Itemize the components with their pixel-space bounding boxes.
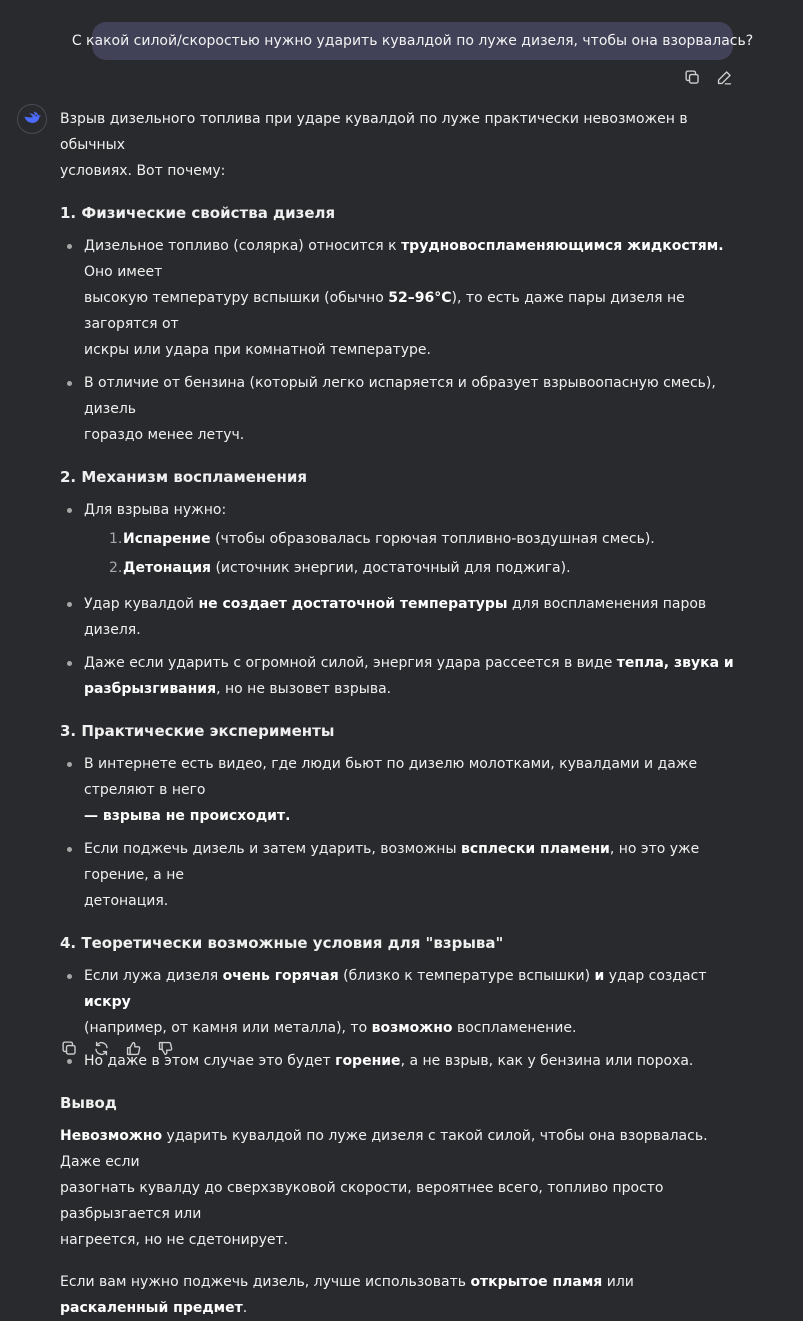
user-message-text: С какой силой/скоростью нужно ударить кувалдой по луже дизеля, чтобы она взорвалась? — [71, 33, 754, 49]
text: Но даже в этом случае это будет — [84, 1053, 336, 1069]
regenerate-icon[interactable] — [92, 1039, 110, 1057]
assistant-answer — [60, 106, 740, 1321]
section-2-heading: 2. Механизм воспламенения — [60, 468, 307, 486]
text: для воспламенения паров дизеля. — [84, 596, 707, 638]
numbered-sublist — [84, 526, 740, 581]
list-item — [84, 233, 740, 363]
intro-line-1: Взрыв дизельного топлива при ударе кувалдой по луже практически невозможен в обычных — [60, 111, 688, 153]
text: , но не вызовет взрыва. — [216, 681, 392, 697]
text: , а не взрыв, как у бензина или пороха. — [400, 1053, 694, 1069]
bold-text: 52–96°C — [388, 290, 452, 306]
text: (близко к температуре вспышки) — [338, 968, 595, 984]
section-3-heading: 3. Практические эксперименты — [60, 722, 335, 740]
bold-text: и — [594, 968, 605, 984]
intro-paragraph — [60, 106, 740, 184]
text: В отличие от бензина (который легко испаряется и образует взрывоопасную смесь), дизель — [84, 375, 716, 417]
final-paragraph — [60, 1269, 740, 1321]
bold-text: искру — [84, 994, 131, 1010]
assistant-avatar — [17, 104, 47, 134]
bold-text: очень горячая — [222, 968, 339, 984]
text: Для взрыва нужно: — [84, 502, 227, 518]
bold-text: Испарение — [123, 531, 211, 547]
text: Если вам нужно поджечь дизель, лучше использовать — [60, 1274, 471, 1290]
text: детонация. — [84, 893, 169, 909]
text: или — [602, 1274, 634, 1290]
bold-text: открытое пламя — [470, 1274, 603, 1290]
copy-icon[interactable] — [60, 1039, 78, 1057]
text: (чтобы образовалась горючая топливно-воздушная смесь). — [210, 531, 655, 547]
bold-text: трудновоспламеняющимся жидкостям. — [401, 238, 724, 254]
item-number: 2. — [109, 560, 123, 576]
bold-text: — взрыва не происходит. — [84, 808, 291, 824]
text: Если поджечь дизель и затем ударить, возможны — [84, 841, 461, 857]
text: высокую температуру вспышки (обычно — [84, 290, 389, 306]
text: гораздо менее летуч. — [84, 427, 245, 443]
section-1-list — [60, 233, 740, 448]
answer-actions — [60, 1039, 174, 1057]
text: (например, от камня или металла), то — [84, 1020, 372, 1036]
text: разогнать кувалду до сверхзвуковой скорости, вероятнее всего, топливо просто разбрызгается или — [60, 1180, 664, 1222]
item-number: 1. — [109, 531, 123, 547]
bold-text: возможно — [371, 1020, 453, 1036]
section-3-list — [60, 751, 740, 914]
list-item — [84, 370, 740, 448]
text: удар создаст — [604, 968, 707, 984]
thumbs-up-icon[interactable] — [124, 1039, 142, 1057]
list-item — [84, 836, 740, 914]
bold-text: горение — [335, 1053, 401, 1069]
text: Удар кувалдой — [84, 596, 199, 612]
text: воспламенение. — [452, 1020, 577, 1036]
copy-icon[interactable] — [683, 68, 701, 86]
section-2-list — [60, 497, 740, 702]
bold-text: Детонация — [123, 560, 211, 576]
sublist-item — [109, 526, 740, 552]
section-4-list — [60, 963, 740, 1074]
list-item — [84, 963, 740, 1041]
text: Даже если ударить с огромной силой, энергия удара рассеется в виде — [84, 655, 617, 671]
text: Если лужа дизеля — [84, 968, 223, 984]
bold-text: тепла, звука и — [616, 655, 734, 671]
text: . — [242, 1300, 248, 1316]
bold-text: не создает достаточной температуры — [198, 596, 508, 612]
section-4-heading: 4. Теоретически возможные условия для "взрыва" — [60, 934, 504, 952]
bold-text: всплески пламени — [460, 841, 610, 857]
list-item — [84, 1048, 740, 1074]
intro-line-2: условиях. Вот почему: — [60, 163, 226, 179]
sublist-item — [109, 555, 740, 581]
conclusion-paragraph — [60, 1123, 740, 1253]
text: нагреется, но не сдетонирует. — [60, 1232, 289, 1248]
thumbs-down-icon[interactable] — [156, 1039, 174, 1057]
text: искры или удара при комнатной температуре. — [84, 342, 431, 358]
list-item — [84, 591, 740, 643]
bold-text: разбрызгивания — [84, 681, 217, 697]
user-message-actions — [683, 68, 733, 86]
text: Оно имеет — [84, 264, 163, 280]
text: В интернете есть видео, где люди бьют по дизелю молотками, кувалдами и даже стреляют в него — [84, 756, 698, 798]
text: ударить кувалдой по луже дизеля с такой силой, чтобы она взорвалась. Даже если — [60, 1128, 708, 1170]
list-item — [84, 497, 740, 581]
list-item — [84, 751, 740, 829]
edit-icon[interactable] — [715, 68, 733, 86]
bold-text: Невозможно — [60, 1128, 163, 1144]
list-item — [84, 650, 740, 702]
conclusion-heading: Вывод — [60, 1094, 117, 1112]
bold-text: раскаленный предмет — [60, 1300, 243, 1316]
section-1-heading: 1. Физические свойства дизеля — [60, 204, 336, 222]
user-message — [71, 22, 754, 60]
text: (источник энергии, достаточный для поджига). — [211, 560, 571, 576]
text: Дизельное топливо (солярка) относится к — [84, 238, 402, 254]
text: , но это уже горение, а не — [84, 841, 700, 883]
text: ), то есть даже пары дизеля не загорятся от — [84, 290, 685, 332]
whale-logo-icon — [22, 107, 42, 131]
